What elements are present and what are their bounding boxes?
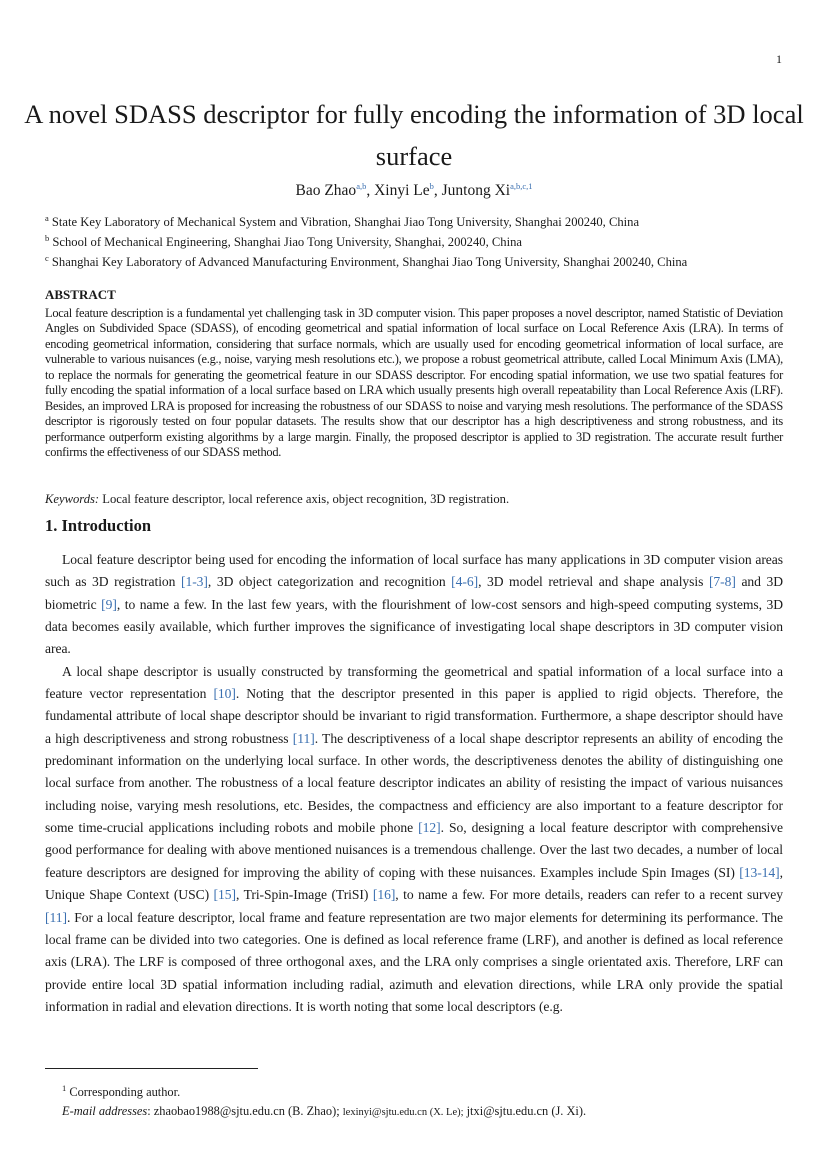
footnote	[62, 1083, 180, 1100]
page-number: 1	[776, 52, 782, 66]
citation-link[interactable]: [11]	[45, 909, 67, 925]
body-text-run: Local feature descriptor being used for encoding the information of local surface has many applications in 3D computer vision areas such as 3D registration	[45, 552, 783, 590]
author-separator: ,	[433, 182, 442, 200]
affiliation-text: State Key Laboratory of Mechanical System and Vibration, Shanghai Jiao Tong University, Shanghai 200240, China	[48, 215, 640, 230]
citation-link[interactable]: [16]	[372, 887, 396, 903]
email-text: jtxi@sjtu.edu.cn (J. Xi).	[463, 1104, 587, 1118]
affiliation-text: School of Mechanical Engineering, Shanghai Jiao Tong University, Shanghai, 200240, China	[49, 235, 522, 250]
affiliation	[45, 250, 795, 270]
affiliation-sup: a	[45, 213, 49, 223]
affiliation-text: Shanghai Key Laboratory of Advanced Manufacturing Environment, Shanghai Jiao Tong University, Shanghai 200240, China	[48, 255, 688, 270]
email-footnote	[62, 1104, 586, 1119]
body-text-run: , 3D object categorization and recognition	[207, 574, 452, 590]
body-text-run: , Unique Shape Context (USC)	[45, 864, 783, 903]
body-text-run: . So, designing a local feature descriptor with comprehensive good performance for dealing with above mentioned nuisances is a tremendous challenge. Over the last two decades, a number of local feature descriptors are designed for improving the ability of coping with these nuisances. Examples include Spin Images (SI)	[45, 820, 783, 880]
abstract-text: Local feature description is a fundamental yet challenging task in 3D computer vision. This paper proposes a novel descriptor, named Statistic of Deviation Angles on Subdivided Space (SDASS), of encoding geometrical and spatial information of local surface on Local Reference Axis (LRA). In terms of encoding geometrical information, considering that surface normals, which are usually used for encoding geometrical information of local surface, are vulnerable to various nuisances (e.g., noise, varying mesh resolutions etc.), we propose a robust geometrical attribute, called Local Minimum Axis (LMA), to replace the normals for generating the geometrical feature in our SDASS descriptor. For encoding spatial information, we use two spatial features for fully encoding the spatial information of a local surface based on LRA which usually presents high overall repeatability than Local Reference Axis (LRF). Besides, an improved LRA is proposed for increasing the robustness of our SDASS to noise and varying mesh resolutions. The performance of the SDASS descriptor is rigorously tested on four popular datasets. The results show that our descriptor has a high descriptiveness and strong robustness, and its performance outperform existing algorithms by a large margin. Finally, the proposed descriptor is applied to 3D registration. The accurate result further confirms the effectiveness of our SDASS method.	[45, 306, 783, 460]
body-text-run: , to name a few. For more details, readers can refer to a recent survey	[395, 887, 783, 903]
affiliation-sup: b	[45, 233, 50, 244]
citation-link[interactable]: [1-3]	[180, 574, 208, 590]
keywords-line	[45, 492, 783, 507]
abstract-heading: ABSTRACT	[45, 287, 116, 302]
keywords-text: Local feature descriptor, local reference axis, object recognition, 3D registration.	[99, 492, 510, 506]
citation-link[interactable]: [13-14]	[739, 864, 780, 880]
affiliation-list	[45, 210, 795, 271]
keywords-label: Keywords:	[45, 492, 100, 506]
body-text-run: . The descriptiveness of a local shape descriptor represents an ability of encoding the predominant information on the underlying local surface. In other words, the descriptiveness denotes the ability of distinguishing one local surface from another. The robustness of a local feature descriptor indicates an ability of resisting the impact of various nuisances including noise, varying mesh resolutions, etc. Besides, the compactness and efficiency are also important to a feature descriptor for some time-crucial applications including robots and mobile phone	[45, 730, 783, 836]
body-text-run: . For a local feature descriptor, local frame and feature representation are two major elements for determining its performance. The local frame can be divided into two categories. One is defined as local reference frame (LRF), and another is defined as local reference axis (LRA). The LRF is composed of three orthogonal axes, and the LRA only comprises a single orientated axis. Therefore, LRF can provide entire local 3D spatial information including radial, azimuth and elevation directions, while LRA only provide the spatial information in radial and elevation directions. It is worth noting that some local descriptors (e.g.	[45, 909, 783, 1014]
body-paragraph	[45, 549, 783, 661]
paper-title: A novel SDASS descriptor for fully encoding the information of 3D local surface	[24, 99, 804, 171]
author-list	[0, 181, 828, 200]
author-separator: ,	[366, 182, 375, 200]
body-text-run: , Tri-Spin-Image (TriSI)	[236, 887, 373, 903]
email-text-small: lexinyi@sjtu.edu.cn (X. Le);	[342, 1107, 464, 1118]
citation-link[interactable]: [10]	[213, 686, 236, 702]
section-heading: 1. Introduction	[45, 516, 152, 535]
author-name: Xinyi Le	[374, 182, 430, 200]
body-paragraph	[45, 661, 783, 1019]
citation-link[interactable]: [12]	[418, 820, 441, 836]
author-affiliation-sup: a,b,c,1	[510, 181, 533, 191]
citation-link[interactable]: [4-6]	[451, 574, 479, 590]
body-text	[45, 549, 783, 1018]
footnote-marker: 1	[62, 1083, 67, 1093]
citation-link[interactable]: [11]	[292, 730, 315, 746]
body-text-run: and 3D biometric	[45, 574, 783, 612]
citation-link[interactable]: [15]	[213, 887, 236, 903]
body-text-run: A local shape descriptor is usually constructed by transforming the geometrical and spatial information of a local surface into a feature vector representation	[45, 663, 783, 702]
author-name: Juntong Xi	[441, 182, 511, 200]
citation-link[interactable]: [7-8]	[708, 574, 736, 590]
body-text-run: . Noting that the descriptor presented in this paper is applied to rigid objects. Therefore, the fundamental attribute of local shape descriptor should be invariant to rigid transformation. Furthermore, a shape descriptor should have a high descriptiveness and strong robustness	[45, 686, 783, 746]
affiliation	[45, 230, 795, 250]
footnote-text: Corresponding author.	[66, 1085, 181, 1100]
body-text-run: , to name a few. In the last few years, with the flourishment of low-cost sensors and high-speed computing systems, 3D data becomes easily available, which further improves the significance of investigating local shape descriptors in 3D computer vision area.	[45, 596, 783, 657]
author-affiliation-sup: a,b	[356, 181, 367, 191]
affiliation	[45, 210, 795, 230]
affiliation-sup: c	[45, 253, 49, 264]
email-label: E-mail addresses	[62, 1104, 148, 1118]
citation-link[interactable]: [9]	[101, 596, 117, 612]
body-text-run: , 3D model retrieval and shape analysis	[478, 574, 709, 590]
author-name: Bao Zhao	[295, 182, 357, 200]
footnote-rule	[45, 1068, 258, 1069]
email-text: : zhaobao1988@sjtu.edu.cn (B. Zhao);	[147, 1104, 343, 1118]
author-affiliation-sup: b	[429, 181, 434, 191]
